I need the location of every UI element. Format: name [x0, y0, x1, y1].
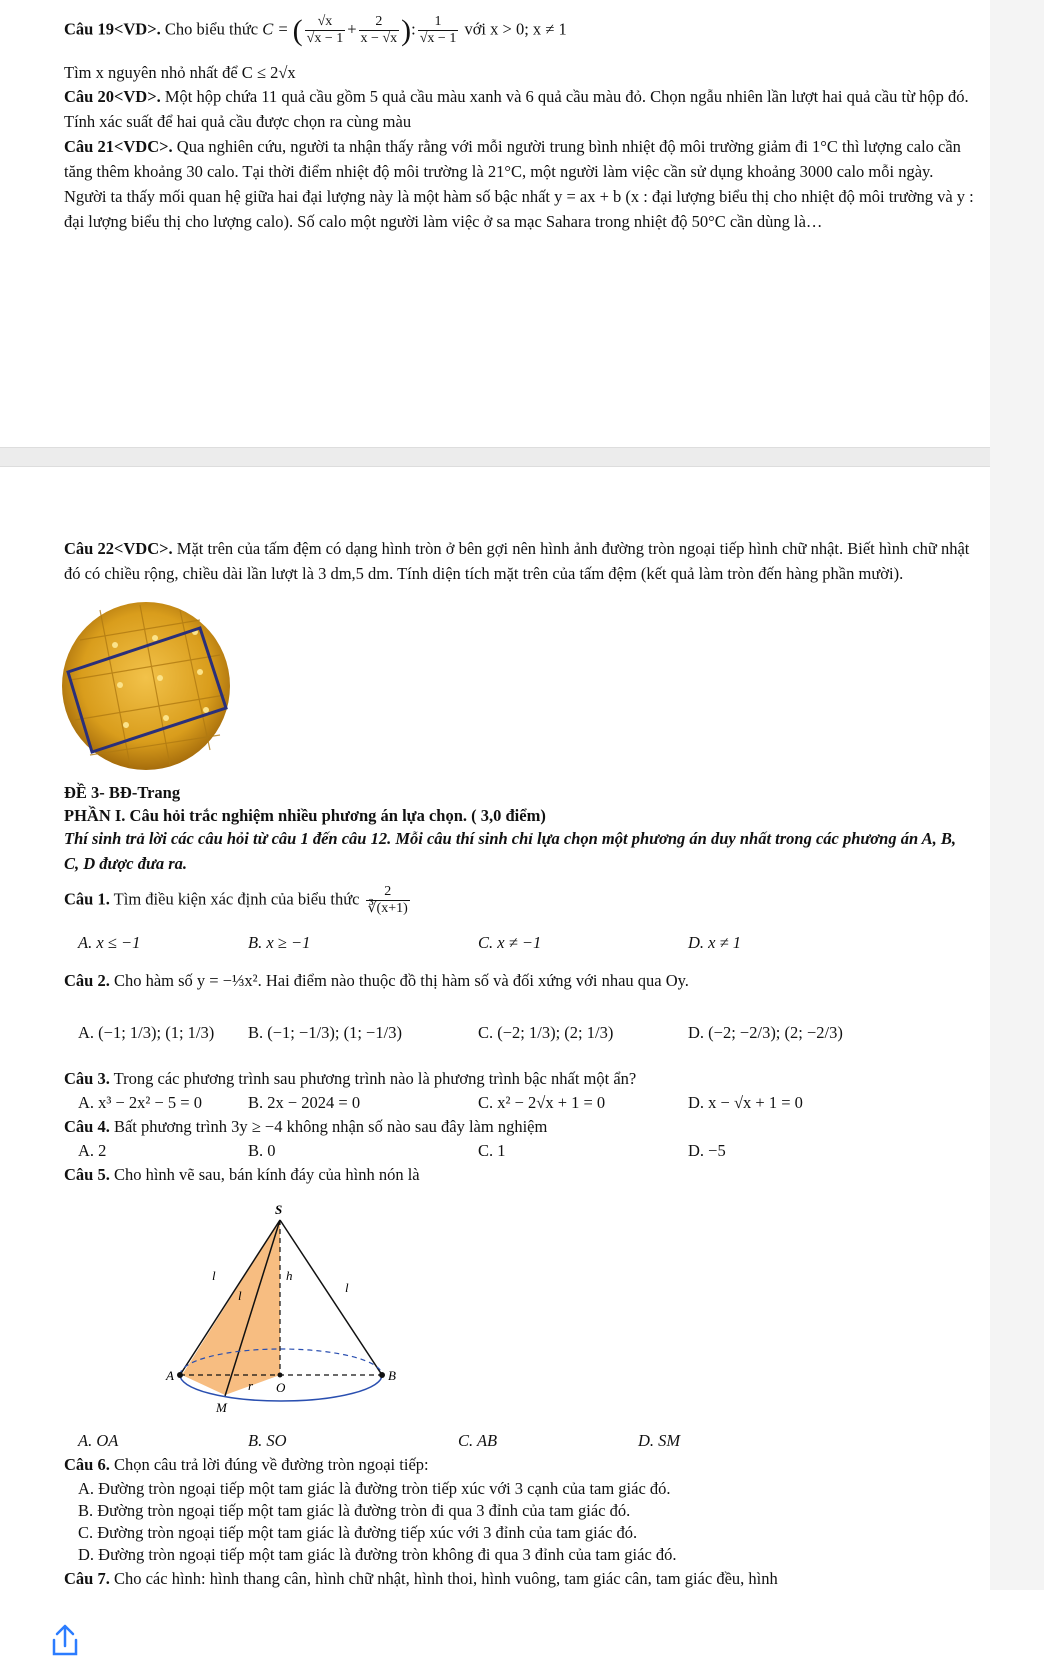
c4-option-d[interactable]: D. −5 [688, 1141, 726, 1160]
question-19: Câu 19<VD>. Cho biểu thức C = ( $\frac{√x}{√x - 1}$ + $\frac{2}{x - √x}$ ): $\frac{1}{√x - 1}$ với x > 0; x ≠ 1 [64, 14, 567, 47]
question-6: Câu 6. Chọn câu trả lời đúng về đường tròn ngoại tiếp: [64, 1455, 429, 1474]
c3-option-d[interactable]: D. x − √x + 1 = 0 [688, 1093, 803, 1112]
q19-condition: với x > 0; x ≠ 1 [464, 19, 567, 39]
c1-option-c[interactable]: C. x ≠ −1 [478, 933, 542, 952]
c4-option-c[interactable]: C. 1 [478, 1141, 506, 1160]
fig-label-o: O [276, 1380, 286, 1395]
c3-options [64, 1090, 974, 1115]
frac-1: $\frac{√x}{√x - 1}$ [306, 14, 344, 46]
question-22: Câu 22<VDC>. Mặt trên của tấm đệm có dạng hình tròn ở bên gợi nên hình ảnh đường tròn ngoại tiếp hình chữ nhật. Biết hình chữ nhật đó có chiều rộng, chiều dài lần lượt là 3 dm,5 dm. Tính diện tích mặt trên của tấm đệm (kết quả làm tròn đến hàng phần mười). [64, 539, 970, 583]
fig-label-l2: l [238, 1288, 242, 1303]
frac-2: $\frac{2}{x - √x}$ [360, 14, 398, 46]
q19-label: Câu 19<VD>. [64, 19, 161, 39]
c1-option-b[interactable]: B. x ≥ −1 [248, 933, 311, 952]
question-5: Câu 5. Cho hình vẽ sau, bán kính đáy của hình nón là [64, 1165, 420, 1184]
c2-options [64, 1020, 974, 1045]
cushion-image [60, 600, 232, 772]
paren-open: ( [292, 14, 303, 47]
exam-part: PHẦN I. Câu hỏi trắc nghiệm nhiều phương án lựa chọn. ( 3,0 điểm) [64, 806, 546, 825]
frac-3: $\frac{1}{√x - 1}$ [419, 14, 457, 46]
bottom-toolbar [0, 1590, 1044, 1655]
c6-option-c[interactable]: C. Đường tròn ngoại tiếp một tam giác là đường tiếp xúc với 3 đỉnh của tam giác đó. [78, 1523, 638, 1542]
share-icon[interactable] [48, 1622, 82, 1656]
question-21: Câu 21<VDC>. Qua nghiên cứu, người ta nhận thấy rằng với mỗi người trung bình nhiệt độ môi trường giảm đi 1°C thì lượng calo cần tăng thêm khoảng 30 calo. Tại thời điểm nhiệt độ môi trường là 21°C, một người làm việc cần sử dụng khoảng 3000 calo mỗi ngày. Người ta thấy mối quan hệ giữa hai đại lượng này là một hàm số bậc nhất y = ax + b (x : đại lượng biểu thị cho nhiệt độ môi trường và y : đại lượng biểu thị cho lượng calo). Số calo một người làm việc ở sa mạc Sahara trong nhiệt độ 50°C cần dùng là… [64, 137, 974, 231]
c6-option-b[interactable]: B. Đường tròn ngoại tiếp một tam giác là đường tròn đi qua 3 đỉnh của tam giác đó. [78, 1501, 631, 1520]
c5-option-d[interactable]: D. SM [638, 1431, 681, 1450]
c6-option-a[interactable]: A. Đường tròn ngoại tiếp một tam giác là đường tròn tiếp xúc với 3 cạnh của tam giác đó. [78, 1479, 671, 1498]
question-7: Câu 7. Cho các hình: hình thang cân, hình chữ nhật, hình thoi, hình vuông, tam giác cân, tam giác đều, hình [64, 1569, 778, 1588]
fig-label-a: A [166, 1368, 174, 1383]
c3-option-b[interactable]: B. 2x − 2024 = 0 [248, 1093, 361, 1112]
c3-option-c[interactable]: C. x² − 2√x + 1 = 0 [478, 1093, 606, 1112]
c2-option-a[interactable]: A. (−1; 1/3); (1; 1/3) [78, 1023, 215, 1042]
c4-option-b[interactable]: B. 0 [248, 1141, 276, 1160]
c2-option-c[interactable]: C. (−2; 1/3); (2; 1/3) [478, 1023, 614, 1042]
c5-option-a[interactable]: A. OA [78, 1431, 119, 1450]
c1-options [64, 930, 974, 955]
exam-title: ĐỀ 3- BĐ-Trang [64, 783, 181, 802]
c4-option-a[interactable]: A. 2 [78, 1141, 107, 1160]
paren-close: ) [401, 14, 412, 47]
c2-option-b[interactable]: B. (−1; −1/3); (1; −1/3) [248, 1023, 402, 1042]
page-separator [0, 447, 1044, 467]
question-4: Câu 4. Bất phương trình 3y ≥ −4 không nhận số nào sau đây làm nghiệm [64, 1117, 548, 1136]
fig-label-l1: l [212, 1268, 216, 1283]
fig-label-m: M [216, 1400, 227, 1415]
fig-label-b: B [388, 1368, 396, 1383]
c1-option-a[interactable]: A. x ≤ −1 [78, 933, 141, 952]
c4-options [64, 1138, 974, 1163]
question-1: Câu 1. Tìm điều kiện xác định của biểu thức $\frac{2}{∛(x+1)}$ [64, 884, 408, 916]
c5-option-b[interactable]: B. SO [248, 1431, 287, 1450]
fig-label-s: S [275, 1202, 283, 1217]
fig-label-l3: l [345, 1280, 349, 1295]
c3-option-a[interactable]: A. x³ − 2x² − 5 = 0 [78, 1093, 202, 1112]
q19-text: Cho biểu thức [164, 19, 259, 39]
c6-option-d[interactable]: D. Đường tròn ngoại tiếp một tam giác là đường tròn không đi qua 3 đỉnh của tam giác đó. [78, 1545, 677, 1564]
c2-option-d[interactable]: D. (−2; −2/3); (2; −2/3) [688, 1023, 843, 1042]
exam-instructions: Thí sinh trả lời các câu hỏi từ câu 1 đến câu 12. Mỗi câu thí sinh chỉ lựa chọn một phương án duy nhất trong các phương án A, B, C, D được đưa ra. [64, 829, 957, 873]
cone-figure [160, 1200, 410, 1430]
right-margin [990, 0, 1044, 1655]
c1-option-d[interactable]: D. x ≠ 1 [688, 933, 742, 952]
formula-c: C = [262, 19, 289, 39]
question-2: Câu 2. Cho hàm số y = −⅓x². Hai điểm nào thuộc đồ thị hàm số và đối xứng với nhau qua Oy. [64, 971, 689, 990]
c1-frac: $\frac{2}{∛(x+1)}$ [367, 884, 408, 916]
question-20: Câu 20<VD>. Một hộp chứa 11 quả cầu gồm 5 quả cầu màu xanh và 6 quả cầu màu đỏ. Chọn ngẫu nhiên lần lượt hai quả cầu từ hộp đó. Tính xác suất để hai quả cầu được chọn ra cùng màu [64, 87, 969, 131]
question-3: Câu 3. Trong các phương trình sau phương trình nào là phương trình bậc nhất một ẩn? [64, 1069, 637, 1088]
fig-label-r: r [248, 1378, 254, 1393]
c5-options [64, 1428, 974, 1453]
q19-task: Tìm x nguyên nhỏ nhất để C ≤ 2√x [64, 63, 296, 82]
fig-label-h: h [286, 1268, 293, 1283]
c5-option-c[interactable]: C. AB [458, 1431, 498, 1450]
